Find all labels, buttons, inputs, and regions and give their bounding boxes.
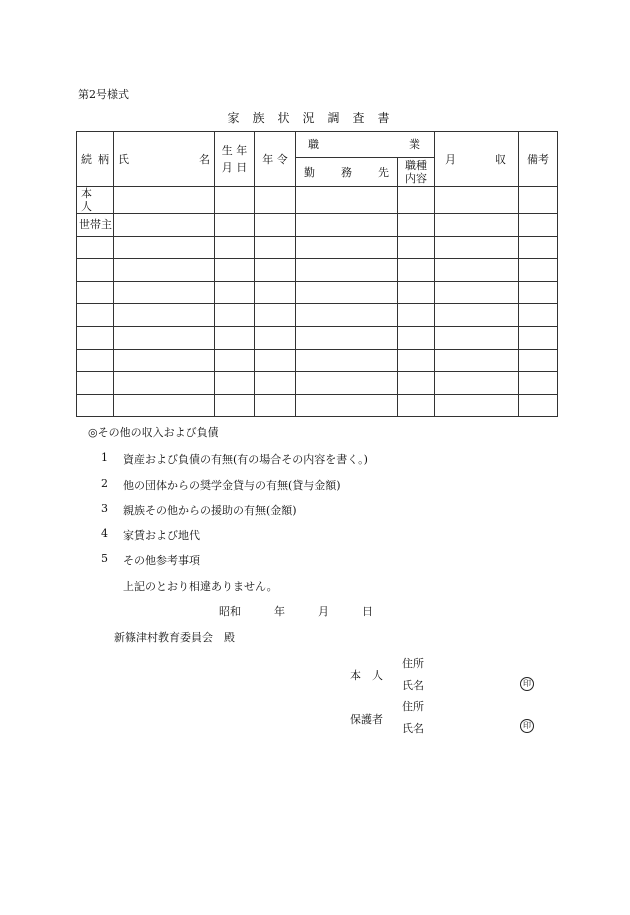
item-text: 資産および負債の有無(有の場合その内容を書く。) xyxy=(123,453,368,466)
date-year[interactable]: 年 xyxy=(274,605,285,618)
header-job-type: 職種 内容 xyxy=(398,158,435,187)
item-text: 家賃および地代 xyxy=(123,529,200,542)
table-row xyxy=(77,187,558,214)
self-address-label: 住所 xyxy=(402,657,424,670)
header-remarks: 備考 xyxy=(519,132,558,187)
date-day[interactable]: 日 xyxy=(362,605,373,618)
addressee: 新篠津村教育委員会 殿 xyxy=(114,631,235,644)
item-number: 2 xyxy=(101,477,108,490)
item-number: 5 xyxy=(101,552,108,565)
item-text: 他の団体からの奨学金貸与の有無(貸与金額) xyxy=(123,479,341,492)
guardian-name-label: 氏名 xyxy=(402,722,424,735)
header-age: 年 令 xyxy=(255,132,296,187)
table-row xyxy=(77,372,558,395)
signer-self-label: 本 人 xyxy=(350,669,383,682)
table-row xyxy=(77,281,558,304)
item-number: 1 xyxy=(101,451,108,464)
relation-cell[interactable] xyxy=(77,281,114,304)
item-text: その他参考事項 xyxy=(123,554,200,567)
item-number: 4 xyxy=(101,527,108,540)
relation-cell[interactable] xyxy=(77,349,114,372)
seal-icon: 印 xyxy=(520,719,534,733)
relation-cell[interactable]: 本 人 xyxy=(77,187,114,214)
item-text: 親族その他からの援助の有無(金額) xyxy=(123,504,297,517)
table-row xyxy=(77,236,558,259)
header-workplace: 勤 務 先 xyxy=(296,158,398,187)
item-number: 3 xyxy=(101,502,108,515)
date-era: 昭和 xyxy=(219,605,241,618)
header-name: 氏 名 xyxy=(114,132,215,187)
header-occupation: 職 業 xyxy=(296,132,435,158)
relation-cell[interactable] xyxy=(77,326,114,349)
signer-guardian-label: 保護者 xyxy=(350,713,383,726)
date-line xyxy=(219,603,373,619)
document-title: 家族状況調査書 xyxy=(227,111,403,125)
header-income: 月 収 xyxy=(435,132,519,187)
family-table xyxy=(76,131,558,417)
table-row xyxy=(77,214,558,237)
relation-cell[interactable]: 世帯主 xyxy=(77,214,114,237)
relation-cell[interactable] xyxy=(77,372,114,395)
confirmation-statement: 上記のとおり相違ありません。 xyxy=(123,580,278,593)
date-month[interactable]: 月 xyxy=(318,605,329,618)
header-relation: 続 柄 xyxy=(77,132,114,187)
table-row xyxy=(77,304,558,327)
relation-cell[interactable] xyxy=(77,259,114,282)
table-row xyxy=(77,259,558,282)
table-row xyxy=(77,326,558,349)
table-row xyxy=(77,349,558,372)
other-income-heading: ◎その他の収入および負債 xyxy=(88,426,219,439)
guardian-address-label: 住所 xyxy=(402,700,424,713)
relation-cell[interactable] xyxy=(77,394,114,417)
relation-cell[interactable] xyxy=(77,236,114,259)
table-row xyxy=(77,394,558,417)
form-number: 第2号様式 xyxy=(78,88,129,101)
relation-cell[interactable] xyxy=(77,304,114,327)
seal-icon: 印 xyxy=(520,677,534,691)
header-birthdate: 生 年 月 日 xyxy=(215,132,255,187)
self-name-label: 氏名 xyxy=(402,679,424,692)
